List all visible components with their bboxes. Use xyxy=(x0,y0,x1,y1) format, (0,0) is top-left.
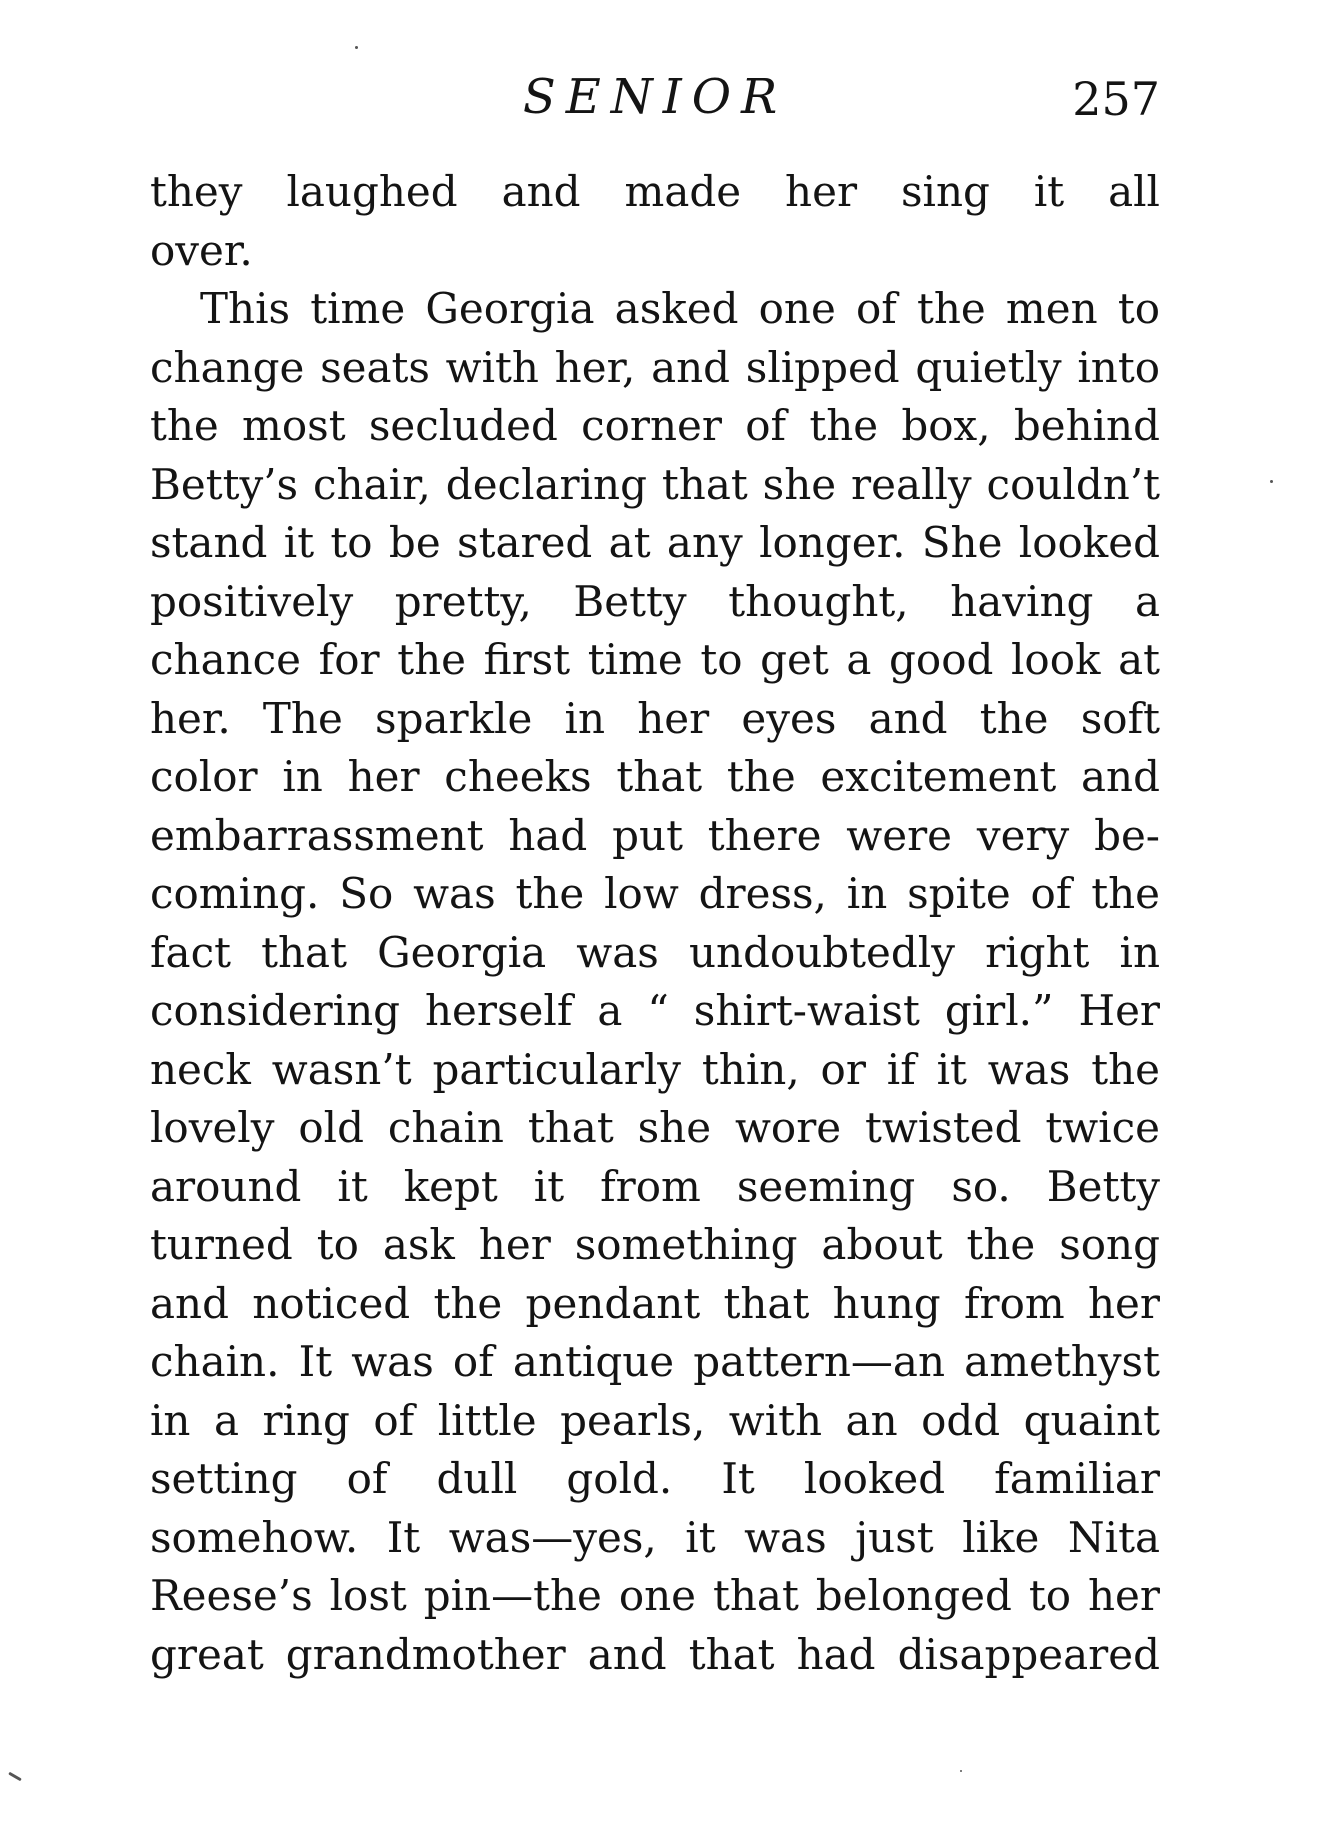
text-line: setting of dull gold. It looked familiar xyxy=(150,1454,1160,1503)
text-line: fact that Georgia was undoubtedly right in xyxy=(150,927,1160,977)
body-text xyxy=(150,163,1160,1684)
text-line: chance for the first time to get a good look at xyxy=(150,635,1160,684)
page-number: 257 xyxy=(1072,72,1160,126)
scan-speck xyxy=(1270,480,1273,483)
text-line: chain. It was of antique pattern—an amethyst xyxy=(150,1337,1160,1386)
text-line: turned to ask her something about the song xyxy=(150,1220,1160,1269)
running-title: SENIOR xyxy=(522,69,788,125)
text-line: over. xyxy=(150,225,253,275)
scan-speck xyxy=(960,1770,962,1772)
text-line: in a ring of little pearls, with an odd quaint xyxy=(150,1395,1160,1445)
text-line: around it kept it from seeming so. Betty xyxy=(150,1161,1160,1211)
text-line: Reese’s lost pin—the one that belonged to her xyxy=(150,1571,1160,1620)
text-line: embarrassment had put there were very be- xyxy=(150,810,1160,860)
text-line: her. The sparkle in her eyes and the soft xyxy=(150,693,1160,743)
text-line: This time Georgia asked one of the men to xyxy=(200,284,1160,333)
text-line: coming. So was the low dress, in spite of the xyxy=(150,869,1160,918)
text-line: they laughed and made her sing it all xyxy=(150,167,1160,216)
running-head xyxy=(150,62,1160,132)
scan-speck xyxy=(355,46,358,49)
text-line: somehow. It was—yes, it was just like Nita xyxy=(150,1512,1160,1562)
text-line: change seats with her, and slipped quietly into xyxy=(150,342,1160,392)
text-line: great grandmother and that had disappeared xyxy=(150,1629,1160,1679)
text-line: neck wasn’t particularly thin, or if it was the xyxy=(150,1044,1160,1094)
text-line: stand it to be stared at any longer. She looked xyxy=(150,518,1160,567)
text-line: Betty’s chair, declaring that she really couldn’t xyxy=(150,459,1160,509)
text-line: color in her cheeks that the excitement and xyxy=(150,752,1160,801)
scan-speck xyxy=(8,1772,22,1782)
text-line: and noticed the pendant that hung from her xyxy=(150,1278,1160,1328)
text-line: lovely old chain that she wore twisted twice xyxy=(150,1103,1160,1152)
text-line: the most secluded corner of the box, behind xyxy=(150,401,1160,450)
text-line: positively pretty, Betty thought, having a xyxy=(150,576,1160,626)
text-line: considering herself a “ shirt-waist girl.” Her xyxy=(150,986,1160,1035)
